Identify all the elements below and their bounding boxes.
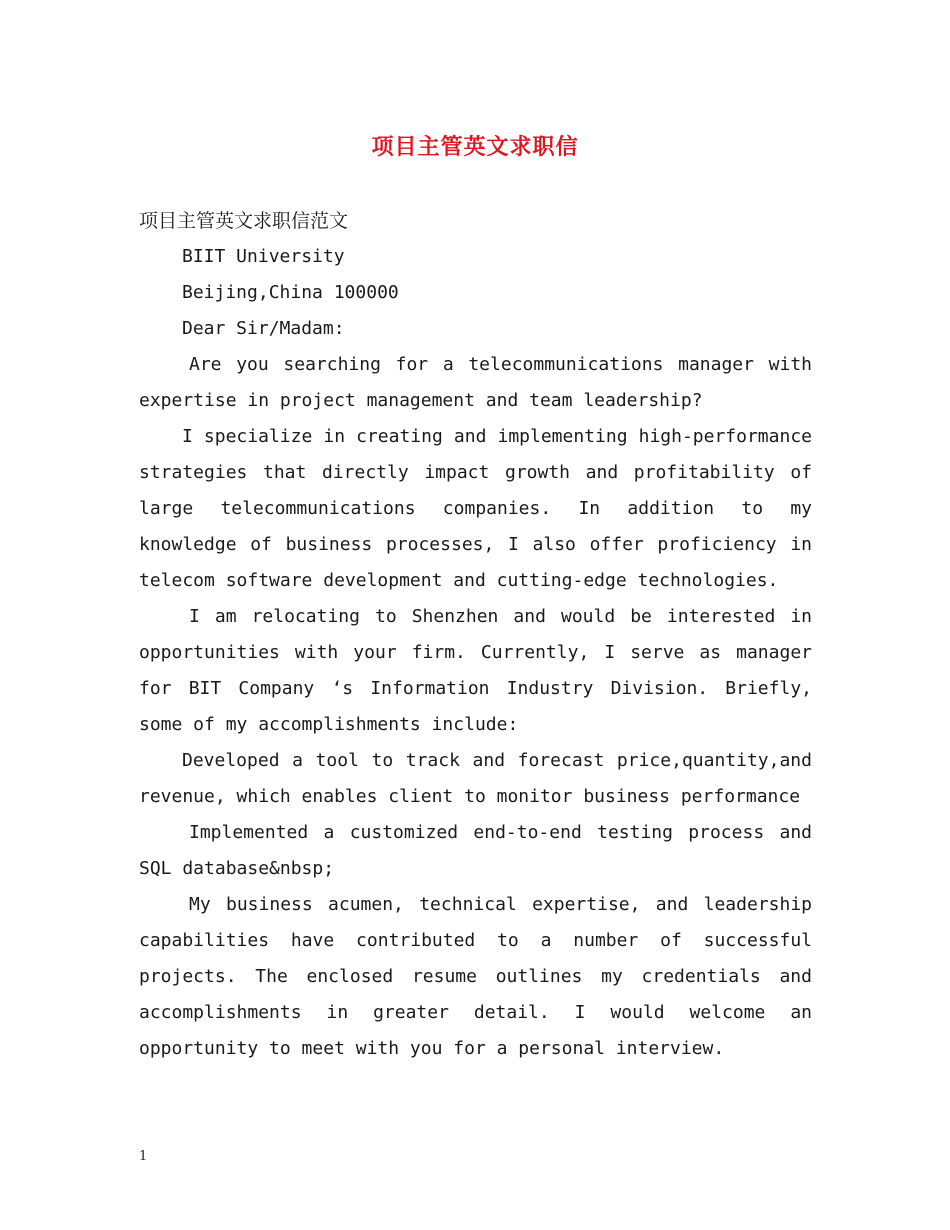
address-line-city: Beijing,China 100000 xyxy=(182,282,399,303)
paragraph-intro: Are you searching for a telecommunications manager with expertise in project management and team leadership? xyxy=(139,354,812,411)
paragraph-accomplishment-2: Implemented a customized end-to-end testing process and SQL database&nbsp; xyxy=(139,822,812,879)
paragraph-specialize: I specialize in creating and implementing high-performance strategies that directly impact growth and profitability of large telecommunications companies. In addition to my knowledge of business processes, I also offer proficiency in telecom software development and cutting-edge technologies. xyxy=(139,426,812,591)
document-subtitle: 项目主管英文求职信范文 xyxy=(139,210,349,232)
paragraph-relocating: I am relocating to Shenzhen and would be interested in opportunities with your firm. Currently, I serve as manager for BIT Company ‘s Information Industry Division. Briefly, some of my accomplishments include: xyxy=(139,606,812,735)
document-title: 项目主管英文求职信 xyxy=(371,134,579,160)
paragraph-accomplishment-1: Developed a tool to track and forecast price,quantity,and revenue, which enables client to monitor business performance xyxy=(139,750,812,807)
paragraph-closing: My business acumen, technical expertise, and leadership capabilities have contributed to a number of successful projects. The enclosed resume outlines my credentials and accomplishments in greater detail. I would welcome an opportunity to meet with you for a personal interview. xyxy=(139,894,812,1059)
page-number: 1 xyxy=(139,1149,148,1164)
document-body xyxy=(139,203,812,1067)
salutation: Dear Sir/Madam: xyxy=(182,318,345,339)
address-line-university: BIIT University xyxy=(182,246,345,267)
